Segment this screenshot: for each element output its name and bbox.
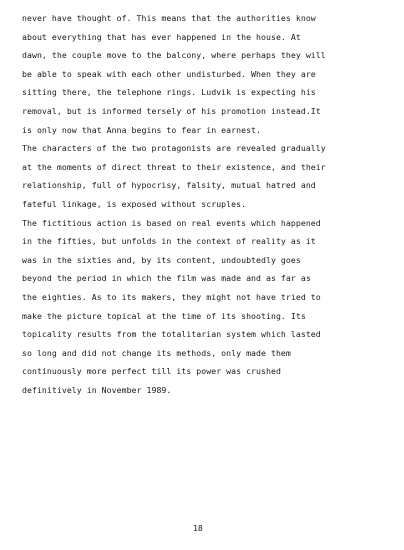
text-line: continuously more perfect till its power was crushed <box>22 366 281 377</box>
text-line: definitively in November 1989. <box>22 384 172 395</box>
text-line: so long and did not change its methods, only made them <box>22 347 291 358</box>
text-line: dawn, the couple move to the balcony, where perhaps they will <box>22 50 326 61</box>
text-line: be able to speak with each other undisturbed. When they are <box>22 68 316 79</box>
text-line: never have thought of. This means that the authorities know <box>22 13 316 23</box>
text-line: at the moments of direct threat to their existence, and their <box>22 161 326 172</box>
text-line: was in the sixties and, by its content, undoubtedly goes <box>22 254 301 265</box>
text-line: in the fifties, but unfolds in the context of reality as it <box>22 236 316 247</box>
text-line: about everything that has ever happened in the house. At <box>22 31 301 42</box>
text-line: removal, but is informed tersely of his promotion instead.It <box>22 105 321 116</box>
page-number: 18 <box>193 523 203 533</box>
text-line: is only now that Anna begins to fear in earnest. <box>22 124 262 135</box>
text-line: beyond the period in which the film was made and as far as <box>22 273 311 284</box>
body-text <box>22 9 392 399</box>
text-line: relationship, full of hypocrisy, falsity, mutual hatred and <box>22 180 316 191</box>
text-line: the eighties. As to its makers, they might not have tried to <box>22 291 321 302</box>
text-line: fateful linkage, is exposed without scruples. <box>22 198 247 209</box>
text-line: sitting there, the telephone rings. Ludvik is expecting his <box>22 87 316 98</box>
text-line: topicality results from the totalitarian system which lasted <box>22 329 321 340</box>
text-line: The characters of the two protagonists are revealed gradually <box>22 143 326 154</box>
text-line: The fictitious action is based on real events which happened <box>22 217 321 228</box>
text-line: make the picture topical at the time of its shooting. Its <box>22 310 306 321</box>
